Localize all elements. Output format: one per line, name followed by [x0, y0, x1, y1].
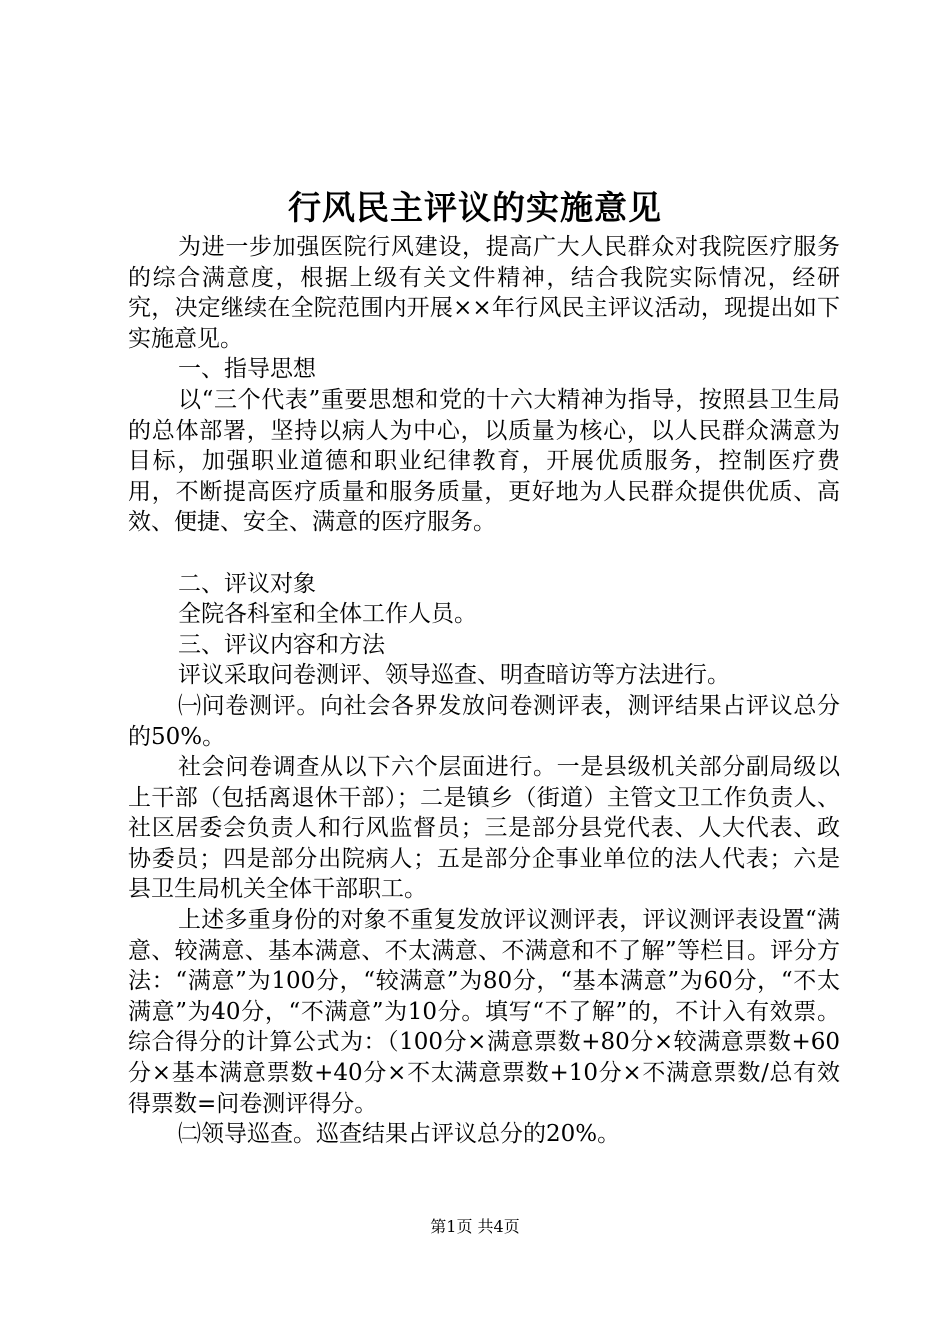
section-heading-evaluation-targets: 二、评议对象 [178, 570, 316, 597]
section-heading-guiding-ideology: 一、指导思想 [178, 356, 316, 383]
blank-line [128, 538, 840, 569]
document-title: 行风民主评议的实施意见 [288, 188, 662, 227]
guiding-ideology-paragraph: 以“三个代表”重要思想和党的十六大精神为指导，按照县卫生局的总体部署，坚持以病人为中心，以质量为核心，以人民群众满意为目标，加强职业道德和职业纪律教育，开展优质服务，控制医疗费用，不断提高医疗质量和服务质量，更好地为人民群众提供优质、高效、便捷、安全、满意的医疗服务。 [128, 386, 840, 536]
document-body [128, 232, 840, 1150]
section-heading-content-and-methods: 三、评议内容和方法 [178, 631, 385, 658]
methods-paragraph: 评议采取问卷测评、领导巡查、明查暗访等方法进行。 [178, 662, 730, 689]
intro-paragraph: 为进一步加强医院行风建设，提高广大人民群众对我院医疗服务的综合满意度，根据上级有关文件精神，结合我院实际情况，经研究，决定继续在全院范围内开展××年行风民主评议活动，现提出如下实施意见。 [128, 234, 840, 352]
leadership-inspection-paragraph: ㈡领导巡查。巡查结果占评议总分的20%。 [178, 1121, 621, 1148]
scoring-method-paragraph: 上述多重身份的对象不重复发放评议测评表，评议测评表设置“满意、较满意、基本满意、不太满意、不满意和不了解”等栏目。评分方法：“满意”为100分，“较满意”为80分，“基本满意”为60分，“不太满意”为40分，“不满意”为10分。填写“不了解”的，不计入有效票。综合得分的计算公式为：（100分×满意票数+80分×较满意票数+60分×基本满意票数+40分×不太满意票数+10分×不满意票数/总有效得票数=问卷测评得分。 [128, 907, 840, 1117]
survey-levels-paragraph: 社会问卷调查从以下六个层面进行。一是县级机关部分副局级以上干部（包括离退休干部）；二是镇乡（街道）主管文卫工作负责人、社区居委会负责人和行风监督员；三是部分县党代表、人大代表、政协委员；四是部分出院病人；五是部分企事业单位的法人代表；六是县卫生局机关全体干部职工。 [128, 754, 840, 903]
evaluation-targets-paragraph: 全院各科室和全体工作人员。 [178, 601, 477, 628]
page-footer: 第1页 共4页 [430, 1217, 520, 1236]
questionnaire-paragraph: ㈠问卷测评。向社会各界发放问卷测评表，测评结果占评议总分的50%。 [128, 692, 840, 750]
